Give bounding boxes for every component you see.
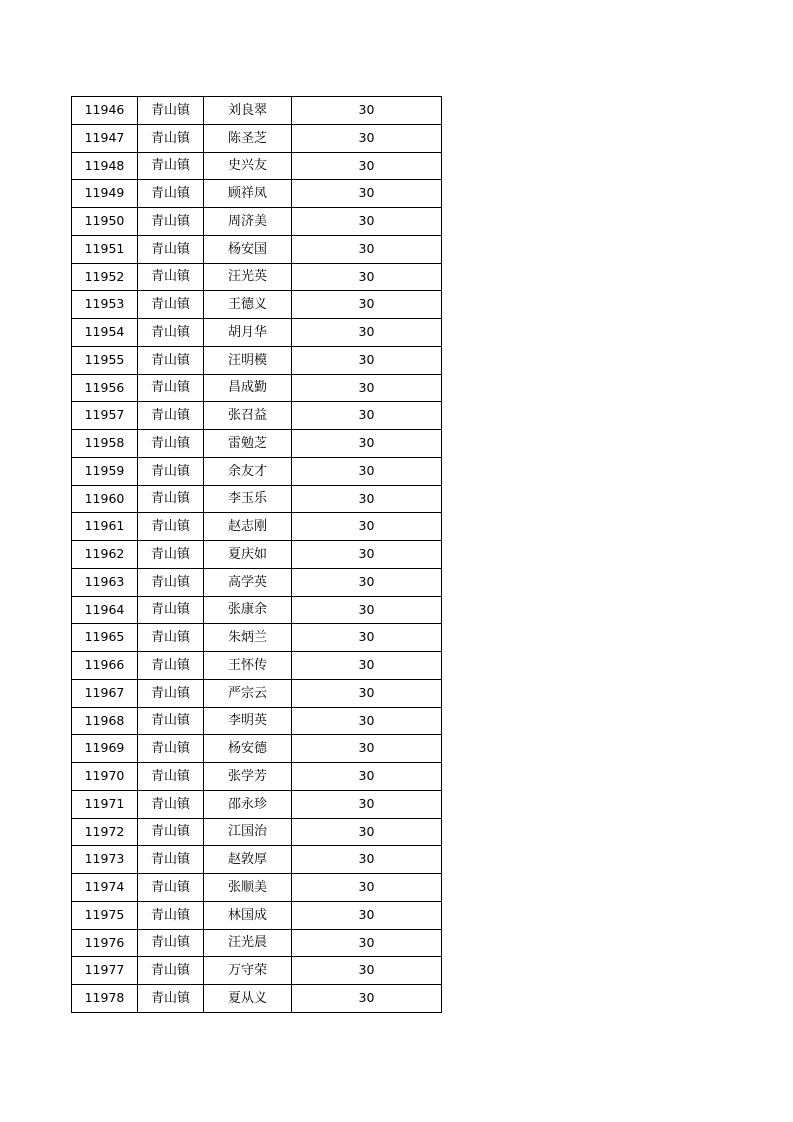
- town-cell: 青山镇: [138, 818, 204, 846]
- name-cell: 张学芳: [204, 763, 292, 791]
- amount-cell: 30: [292, 485, 442, 513]
- table-row: [72, 707, 442, 735]
- amount-cell: 30: [292, 596, 442, 624]
- name-cell: 朱炳兰: [204, 624, 292, 652]
- town-cell: 青山镇: [138, 457, 204, 485]
- table-row: [72, 568, 442, 596]
- name-cell: 汪光晨: [204, 929, 292, 957]
- name-cell: 江国治: [204, 818, 292, 846]
- town-cell: 青山镇: [138, 402, 204, 430]
- id-cell: 11948: [72, 152, 138, 180]
- name-cell: 张召益: [204, 402, 292, 430]
- town-cell: 青山镇: [138, 485, 204, 513]
- amount-cell: 30: [292, 985, 442, 1013]
- town-cell: 青山镇: [138, 263, 204, 291]
- table-row: [72, 679, 442, 707]
- id-cell: 11953: [72, 291, 138, 319]
- table-row: [72, 180, 442, 208]
- table-row: [72, 790, 442, 818]
- table-row: [72, 291, 442, 319]
- name-cell: 杨安德: [204, 735, 292, 763]
- amount-cell: 30: [292, 291, 442, 319]
- name-cell: 林国成: [204, 901, 292, 929]
- name-cell: 昌成勤: [204, 374, 292, 402]
- name-cell: 汪光英: [204, 263, 292, 291]
- id-cell: 11954: [72, 319, 138, 347]
- id-cell: 11961: [72, 513, 138, 541]
- town-cell: 青山镇: [138, 679, 204, 707]
- town-cell: 青山镇: [138, 208, 204, 236]
- town-cell: 青山镇: [138, 846, 204, 874]
- town-cell: 青山镇: [138, 124, 204, 152]
- amount-cell: 30: [292, 235, 442, 263]
- name-cell: 万守荣: [204, 957, 292, 985]
- id-cell: 11970: [72, 763, 138, 791]
- name-cell: 高学英: [204, 568, 292, 596]
- town-cell: 青山镇: [138, 97, 204, 125]
- amount-cell: 30: [292, 957, 442, 985]
- id-cell: 11976: [72, 929, 138, 957]
- table-row: [72, 124, 442, 152]
- table-row: [72, 263, 442, 291]
- amount-cell: 30: [292, 818, 442, 846]
- id-cell: 11947: [72, 124, 138, 152]
- town-cell: 青山镇: [138, 985, 204, 1013]
- amount-cell: 30: [292, 346, 442, 374]
- id-cell: 11955: [72, 346, 138, 374]
- amount-cell: 30: [292, 541, 442, 569]
- table-row: [72, 846, 442, 874]
- table-row: [72, 513, 442, 541]
- town-cell: 青山镇: [138, 763, 204, 791]
- name-cell: 夏从义: [204, 985, 292, 1013]
- amount-cell: 30: [292, 707, 442, 735]
- amount-cell: 30: [292, 263, 442, 291]
- table-row: [72, 152, 442, 180]
- table-row: [72, 97, 442, 125]
- town-cell: 青山镇: [138, 707, 204, 735]
- town-cell: 青山镇: [138, 790, 204, 818]
- table-row: [72, 874, 442, 902]
- id-cell: 11960: [72, 485, 138, 513]
- town-cell: 青山镇: [138, 513, 204, 541]
- table-row: [72, 763, 442, 791]
- id-cell: 11950: [72, 208, 138, 236]
- table-row: [72, 457, 442, 485]
- name-cell: 余友才: [204, 457, 292, 485]
- name-cell: 陈圣芝: [204, 124, 292, 152]
- table-row: [72, 901, 442, 929]
- town-cell: 青山镇: [138, 568, 204, 596]
- id-cell: 11956: [72, 374, 138, 402]
- name-cell: 李玉乐: [204, 485, 292, 513]
- name-cell: 李明英: [204, 707, 292, 735]
- table-row: [72, 485, 442, 513]
- town-cell: 青山镇: [138, 874, 204, 902]
- name-cell: 顾祥凤: [204, 180, 292, 208]
- town-cell: 青山镇: [138, 541, 204, 569]
- amount-cell: 30: [292, 97, 442, 125]
- amount-cell: 30: [292, 430, 442, 458]
- table-row: [72, 541, 442, 569]
- amount-cell: 30: [292, 374, 442, 402]
- name-cell: 周济美: [204, 208, 292, 236]
- table-row: [72, 319, 442, 347]
- town-cell: 青山镇: [138, 735, 204, 763]
- id-cell: 11966: [72, 652, 138, 680]
- town-cell: 青山镇: [138, 929, 204, 957]
- name-cell: 史兴友: [204, 152, 292, 180]
- id-cell: 11977: [72, 957, 138, 985]
- table-row: [72, 402, 442, 430]
- table-row: [72, 652, 442, 680]
- id-cell: 11958: [72, 430, 138, 458]
- amount-cell: 30: [292, 568, 442, 596]
- amount-cell: 30: [292, 735, 442, 763]
- amount-cell: 30: [292, 208, 442, 236]
- name-cell: 胡月华: [204, 319, 292, 347]
- name-cell: 赵志刚: [204, 513, 292, 541]
- town-cell: 青山镇: [138, 319, 204, 347]
- id-cell: 11967: [72, 679, 138, 707]
- amount-cell: 30: [292, 652, 442, 680]
- name-cell: 汪明模: [204, 346, 292, 374]
- amount-cell: 30: [292, 180, 442, 208]
- table-row: [72, 596, 442, 624]
- id-cell: 11949: [72, 180, 138, 208]
- name-cell: 刘良翠: [204, 97, 292, 125]
- amount-cell: 30: [292, 457, 442, 485]
- name-cell: 张康余: [204, 596, 292, 624]
- amount-cell: 30: [292, 513, 442, 541]
- table-row: [72, 929, 442, 957]
- town-cell: 青山镇: [138, 957, 204, 985]
- table-row: [72, 985, 442, 1013]
- id-cell: 11965: [72, 624, 138, 652]
- amount-cell: 30: [292, 763, 442, 791]
- amount-cell: 30: [292, 152, 442, 180]
- name-cell: 张顺美: [204, 874, 292, 902]
- town-cell: 青山镇: [138, 624, 204, 652]
- id-cell: 11952: [72, 263, 138, 291]
- id-cell: 11969: [72, 735, 138, 763]
- name-cell: 赵敦厚: [204, 846, 292, 874]
- id-cell: 11978: [72, 985, 138, 1013]
- table-row: [72, 208, 442, 236]
- table-row: [72, 624, 442, 652]
- name-cell: 杨安国: [204, 235, 292, 263]
- table-row: [72, 735, 442, 763]
- name-cell: 严宗云: [204, 679, 292, 707]
- table-row: [72, 957, 442, 985]
- town-cell: 青山镇: [138, 346, 204, 374]
- amount-cell: 30: [292, 402, 442, 430]
- amount-cell: 30: [292, 790, 442, 818]
- id-cell: 11975: [72, 901, 138, 929]
- id-cell: 11968: [72, 707, 138, 735]
- id-cell: 11972: [72, 818, 138, 846]
- town-cell: 青山镇: [138, 374, 204, 402]
- id-cell: 11962: [72, 541, 138, 569]
- id-cell: 11973: [72, 846, 138, 874]
- table-row: [72, 430, 442, 458]
- table-row: [72, 374, 442, 402]
- table-row: [72, 818, 442, 846]
- id-cell: 11971: [72, 790, 138, 818]
- amount-cell: 30: [292, 874, 442, 902]
- id-cell: 11946: [72, 97, 138, 125]
- town-cell: 青山镇: [138, 901, 204, 929]
- table-row: [72, 346, 442, 374]
- id-cell: 11951: [72, 235, 138, 263]
- name-cell: 王德义: [204, 291, 292, 319]
- id-cell: 11964: [72, 596, 138, 624]
- amount-cell: 30: [292, 319, 442, 347]
- id-cell: 11959: [72, 457, 138, 485]
- amount-cell: 30: [292, 929, 442, 957]
- town-cell: 青山镇: [138, 652, 204, 680]
- town-cell: 青山镇: [138, 235, 204, 263]
- data-table: [71, 96, 442, 1013]
- table-row: [72, 235, 442, 263]
- town-cell: 青山镇: [138, 152, 204, 180]
- amount-cell: 30: [292, 124, 442, 152]
- town-cell: 青山镇: [138, 180, 204, 208]
- id-cell: 11957: [72, 402, 138, 430]
- amount-cell: 30: [292, 846, 442, 874]
- amount-cell: 30: [292, 901, 442, 929]
- table-body: [72, 97, 442, 1013]
- id-cell: 11974: [72, 874, 138, 902]
- town-cell: 青山镇: [138, 596, 204, 624]
- name-cell: 邵永珍: [204, 790, 292, 818]
- town-cell: 青山镇: [138, 291, 204, 319]
- town-cell: 青山镇: [138, 430, 204, 458]
- name-cell: 夏庆如: [204, 541, 292, 569]
- name-cell: 雷勉芝: [204, 430, 292, 458]
- name-cell: 王怀传: [204, 652, 292, 680]
- amount-cell: 30: [292, 624, 442, 652]
- amount-cell: 30: [292, 679, 442, 707]
- id-cell: 11963: [72, 568, 138, 596]
